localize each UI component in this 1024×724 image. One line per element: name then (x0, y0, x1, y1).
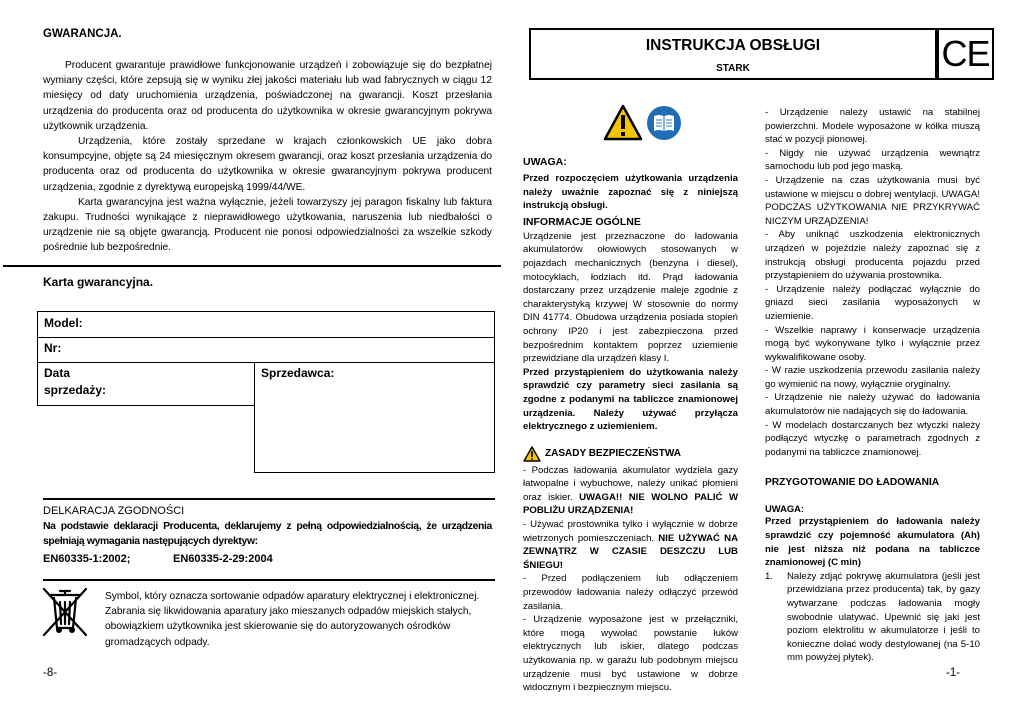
warranty-paragraph-3: Karta gwarancyjna jest ważna wyłącznie, jeżeli towarzyszy jej paragon fiskalny lub faktura zakupu. Trudności wynikające z nieprawidłowego użytkowania, naruszenia lub niedbałości o urządzenie nie są objęte gwarancją. Producent nie ponosi odpowiedzialności za wszelkie szkody pośrednie lub bezpośrednie. (43, 196, 492, 254)
weee-text: Symbol, który oznacza sortowanie odpadów aparatury elektrycznej i elektronicznej. Zabrania się likwidowania aparatury jako mieszanych odpadów miejskich stałych, obowiązkiem użytkownika jest skierowanie się do autoryzowanych ośrodków gromadzących odpady. (105, 591, 480, 648)
right-column-2 (765, 106, 980, 665)
card-heading: Karta gwarancyjna. (43, 275, 154, 289)
safety-item-1-text: - Podczas ładowania akumulator wydziela gazy łatwopalne i wybuchowe, należy unikać płomieni oraz iskier. (523, 464, 738, 503)
uwaga-heading: UWAGA: (523, 156, 567, 168)
ce-mark-icon: CE (941, 33, 990, 74)
safety-list-item: - Wszelkie naprawy i konserwacje urządzenia mogą być wykonywane tylko i wyłącznie przez wykwalifikowane osoby. (765, 324, 980, 363)
seller-label: Sprzedawca: (261, 366, 335, 380)
nr-row (37, 337, 495, 363)
model-name: STARK (716, 63, 750, 74)
safety-list-item: - Urządzenie nie należy używać do ładowania akumulatorów nie nadających się do ładowania. (765, 392, 980, 418)
prep-uwaga: UWAGA: (765, 503, 805, 515)
page-number-right: -1- (946, 667, 961, 679)
prep-list-item (765, 570, 980, 665)
prep-list-text: Należy zdjąć pokrywę akumulatora (jeśli jest przewidziana przez producenta) tak, by gazy wytwarzane podczas ładowania mogły swobodnie ulatywać. Upewnić się jaki jest poziom elektrolitu w akumulatorze i jeśli to konieczne dolać wody destylowanej (na 5-10 mm powyżej płytek). (787, 570, 980, 664)
general-heading: INFORMACJE OGÓLNE (523, 215, 641, 228)
divider-line (43, 579, 495, 581)
safety-item-2-warning: NIE UŻYWAĆ NA ZEWNĄTRZ W CZASIE DESZCZU LUB ŚNIEGU! (523, 532, 738, 571)
nr-label: Nr: (44, 341, 62, 355)
safety-item-2 (523, 518, 738, 572)
safety-list-item: - W razie uszkodzenia przewodu zasilania należy go wymienić na nowy, wyłącznie oryginalny. (765, 365, 980, 390)
safety-list-item: - Urządzenie należy podłączać wyłącznie do gniazd sieci zasilania wyposażonych w uziemienie. (765, 283, 980, 322)
uwaga-text: Przed rozpoczęciem użytkowania urządzenia należy uważnie zapoznać się z niniejszą instrukcją obsługi. (523, 173, 738, 212)
read-manual-icon (646, 105, 682, 141)
safety-heading-row (523, 446, 738, 464)
prep-warning-text: Przed przystąpieniem do ładowania należy sprawdzić czy pojemność akumulatora (Ah) nie jest niższa niż podana na tabliczce znamionowej (C min) (765, 516, 980, 569)
standard-2: EN60335-2-29:2004 (173, 553, 273, 565)
model-row (37, 311, 495, 338)
safety-list-item: - Aby uniknąć uszkodzenia elektronicznych urządzeń w pojeździe należy zapoznać się z instrukcją obsługi producenta pojazdu przed przystąpieniem do używania prostownika. (765, 229, 980, 282)
declaration-text: Na podstawie deklaracji Producenta, deklarujemy z pełną odpowiedzialnością, że urządzenia spełniają wymagania następujących dyrektyw: (43, 521, 492, 547)
divider-line (43, 498, 495, 500)
safety-list-item: - Urządzenie na czas użytkowania musi być ustawione w miejscu o dobrej wentylacji. UWAGA! PODCZAS UŻYTKOWANIA NIE PRZYKRYWAĆ NICZYM URZĄDZENIA! (765, 174, 980, 227)
safety-item-1 (523, 464, 738, 518)
date-cell (37, 362, 255, 406)
right-column-1 (523, 155, 738, 695)
date-label-1: Data (44, 366, 71, 380)
manual-header-box (529, 28, 937, 80)
safety-list-item: - W modelach dostarczanych bez wtyczki należy podłączyć wtyczkę o parametrach zgodnych z podanymi na tabliczce znamionowej. (765, 419, 980, 458)
general-warning-text: Przed przystąpieniem do użytkowania należy sprawdzić czy parametry sieci zasilania są zgodne z podanymi na tabliczce znamionowej urządzenia. Należy używać przyłącza elektrycznego z uziemieniem. (523, 366, 738, 433)
safety-item-3: - Przed podłączeniem lub odłączeniem przewodów ładowania należy odłączyć przewód zasilania. (523, 573, 738, 612)
prep-heading: PRZYGOTOWANIE DO ŁADOWANIA (765, 477, 940, 489)
warranty-paragraph-1: Producent gwarantuje prawidłowe funkcjonowanie urządzeń i zobowiązuje się do bezpłatnej wymiany części, które zepsują się w wyniku złej jakości materiału lub wad fabrycznych w ciągu 12 miesięcy od daty uruchomienia urządzenia, poświadczonej na gwarancji. Koszt przesłania urządzenia do producenta oraz od producenta do użytkownika w okresie gwarancyjnym pokrywa użytkownik urządzenia. (43, 60, 492, 132)
manual-title: INSTRUKCJA OBSŁUGI (645, 37, 821, 54)
model-label: Model: (44, 316, 83, 330)
date-label-2: sprzedaży: (44, 383, 107, 397)
safety-item-2-text: - Używać prostownika tylko i wyłącznie w dobrze wietrzonych pomieszczeniach. (523, 519, 738, 544)
declaration-heading: DELKARACJA ZGODNOŚCI (43, 505, 185, 517)
safety-item-4: - Urządzenie wyposażone jest w przełączniki, które mogą wywołać powstanie łuków elektrycznych lub iskier, dlatego podczas użytkowania np. w garażu lub podobnym miejscu urządzenie musi być ustawione w dobrze widocznym i bezpiecznym miejscu. (523, 614, 738, 694)
standard-1: EN60335-1:2002; (43, 553, 131, 565)
seller-cell (254, 362, 495, 473)
warranty-text (43, 58, 492, 256)
safety-list-item: - Nigdy nie używać urządzenia wewnątrz samochodu lub pod jego maską. (765, 147, 980, 173)
prep-list-number: 1. (765, 570, 774, 582)
divider-line (3, 265, 501, 267)
warning-triangle-icon (603, 104, 643, 142)
general-text: Urządzenie jest przeznaczone do ładowania akumulatorów ołowiowych stosowanych w pojazdach mechanicznych (benzyna i diesel), motocyklach, łodziach itd. Prąd ładowania dostarczany przez urządzenie maleje zgodnie z charakterystyką krzywej W stosownie do normy DIN 41774. Obudowa urządzenia posiada stopień ochrony IP20 i jest zabezpieczona przed bezpośrednim kontaktem poprzez uziemienie przewidziane dla urządzeń klasy I. (523, 230, 738, 365)
safety-heading: ZASADY BEZPIECZEŃSTWA (545, 447, 681, 459)
safety-list-item: - Urządzenie należy ustawić na stabilnej powierzchni. Modele wyposażone w kółka muszą stać w pozycji pionowej. (765, 107, 980, 146)
weee-bin-icon (41, 586, 89, 638)
warranty-paragraph-2: Urządzenia, które zostały sprzedane w krajach członkowskich UE jako dobra konsumpcyjne, objęte są 24 miesięcznym okresem gwarancji, oraz koszt przesłania urządzenia do producenta oraz od producenta do użytkownika w okresie gwarancyjnym pokrywa producent urządzenia, zgodnie z dyrektywą europejską 1999/44/WE. (43, 136, 492, 193)
page-number-left: -8- (43, 667, 58, 679)
ce-mark-box (937, 28, 994, 80)
warning-triangle-icon (523, 446, 541, 462)
safety-item-1-warning: UWAGA!! NIE WOLNO PALIĆ W POBLIŻU URZĄDZENIA! (523, 491, 739, 517)
warranty-heading: GWARANCJA. (43, 28, 122, 40)
